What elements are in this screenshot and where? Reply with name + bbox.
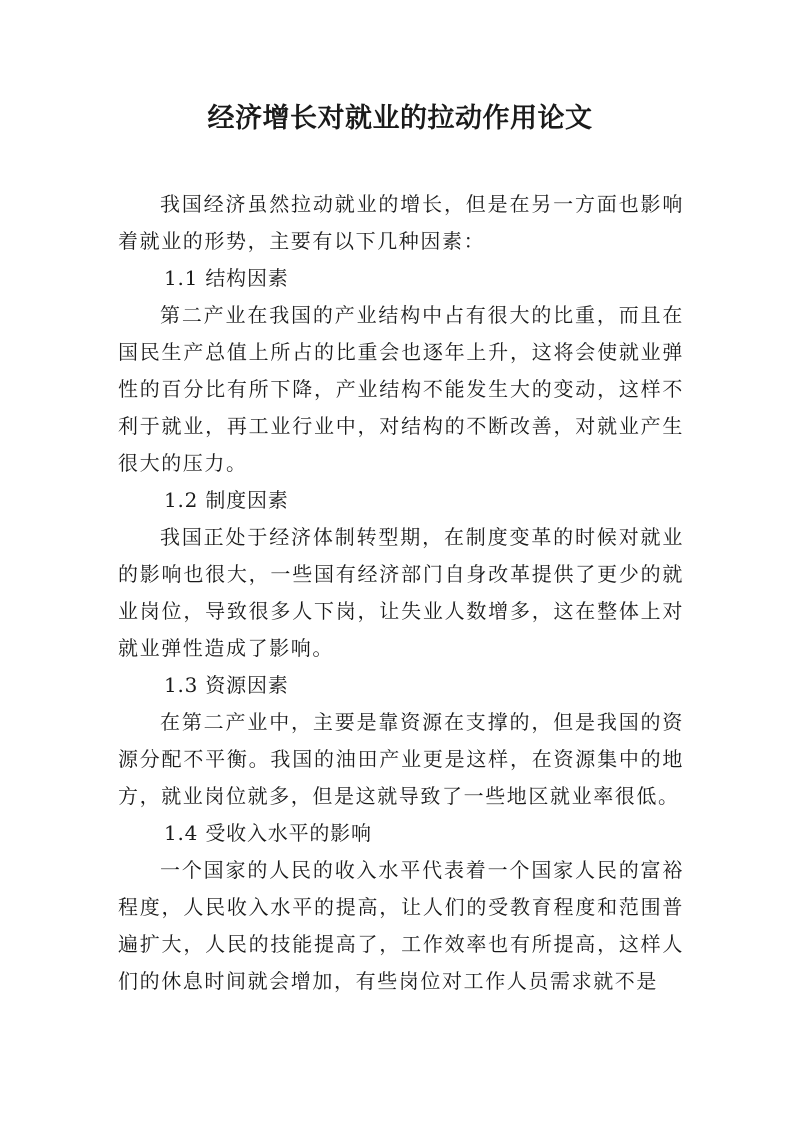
section-heading-1-3: 1.3 资源因素: [164, 673, 289, 697]
section-heading-1-2: 1.2 制度因素: [164, 488, 289, 512]
document-body: [118, 186, 684, 1000]
section-heading-1-4: 1.4 受收入水平的影响: [164, 821, 372, 845]
paragraph-resources: 在第二产业中，主要是靠资源在支撑的，但是我国的资源分配不平衡。我国的油田产业更是这样，在资源集中的地方，就业岗位就多，但是这就导致了一些地区就业率很低。: [118, 710, 684, 808]
paragraph-income: 一个国家的人民的收入水平代表着一个国家人民的富裕程度，人民收入水平的提高，让人们的受教育程度和范围普遍扩大，人民的技能提高了，工作效率也有所提高，这样人们的休息时间就会增加，有些岗位对工作人员需求就不是: [118, 858, 684, 993]
paragraph-structure: 第二产业在我国的产业结构中占有很大的比重，而且在国民生产总值上所占的比重会也逐年上升，这将会使就业弹性的百分比有所下降，产业结构不能发生大的变动，这样不利于就业，再工业行业中，对结构的不断改善，对就业产生很大的压力。: [118, 303, 684, 475]
paragraph-intro: 我国经济虽然拉动就业的增长，但是在另一方面也影响着就业的形势，主要有以下几种因素：: [118, 192, 684, 253]
section-heading-1-1: 1.1 结构因素: [164, 266, 289, 290]
paragraph-institution: 我国正处于经济体制转型期，在制度变革的时候对就业的影响也很大，一些国有经济部门自身改革提供了更少的就业岗位，导致很多人下岗，让失业人数增多，这在整体上对就业弹性造成了影响。: [118, 525, 684, 660]
document-title: 经济增长对就业的拉动作用论文: [207, 103, 593, 134]
